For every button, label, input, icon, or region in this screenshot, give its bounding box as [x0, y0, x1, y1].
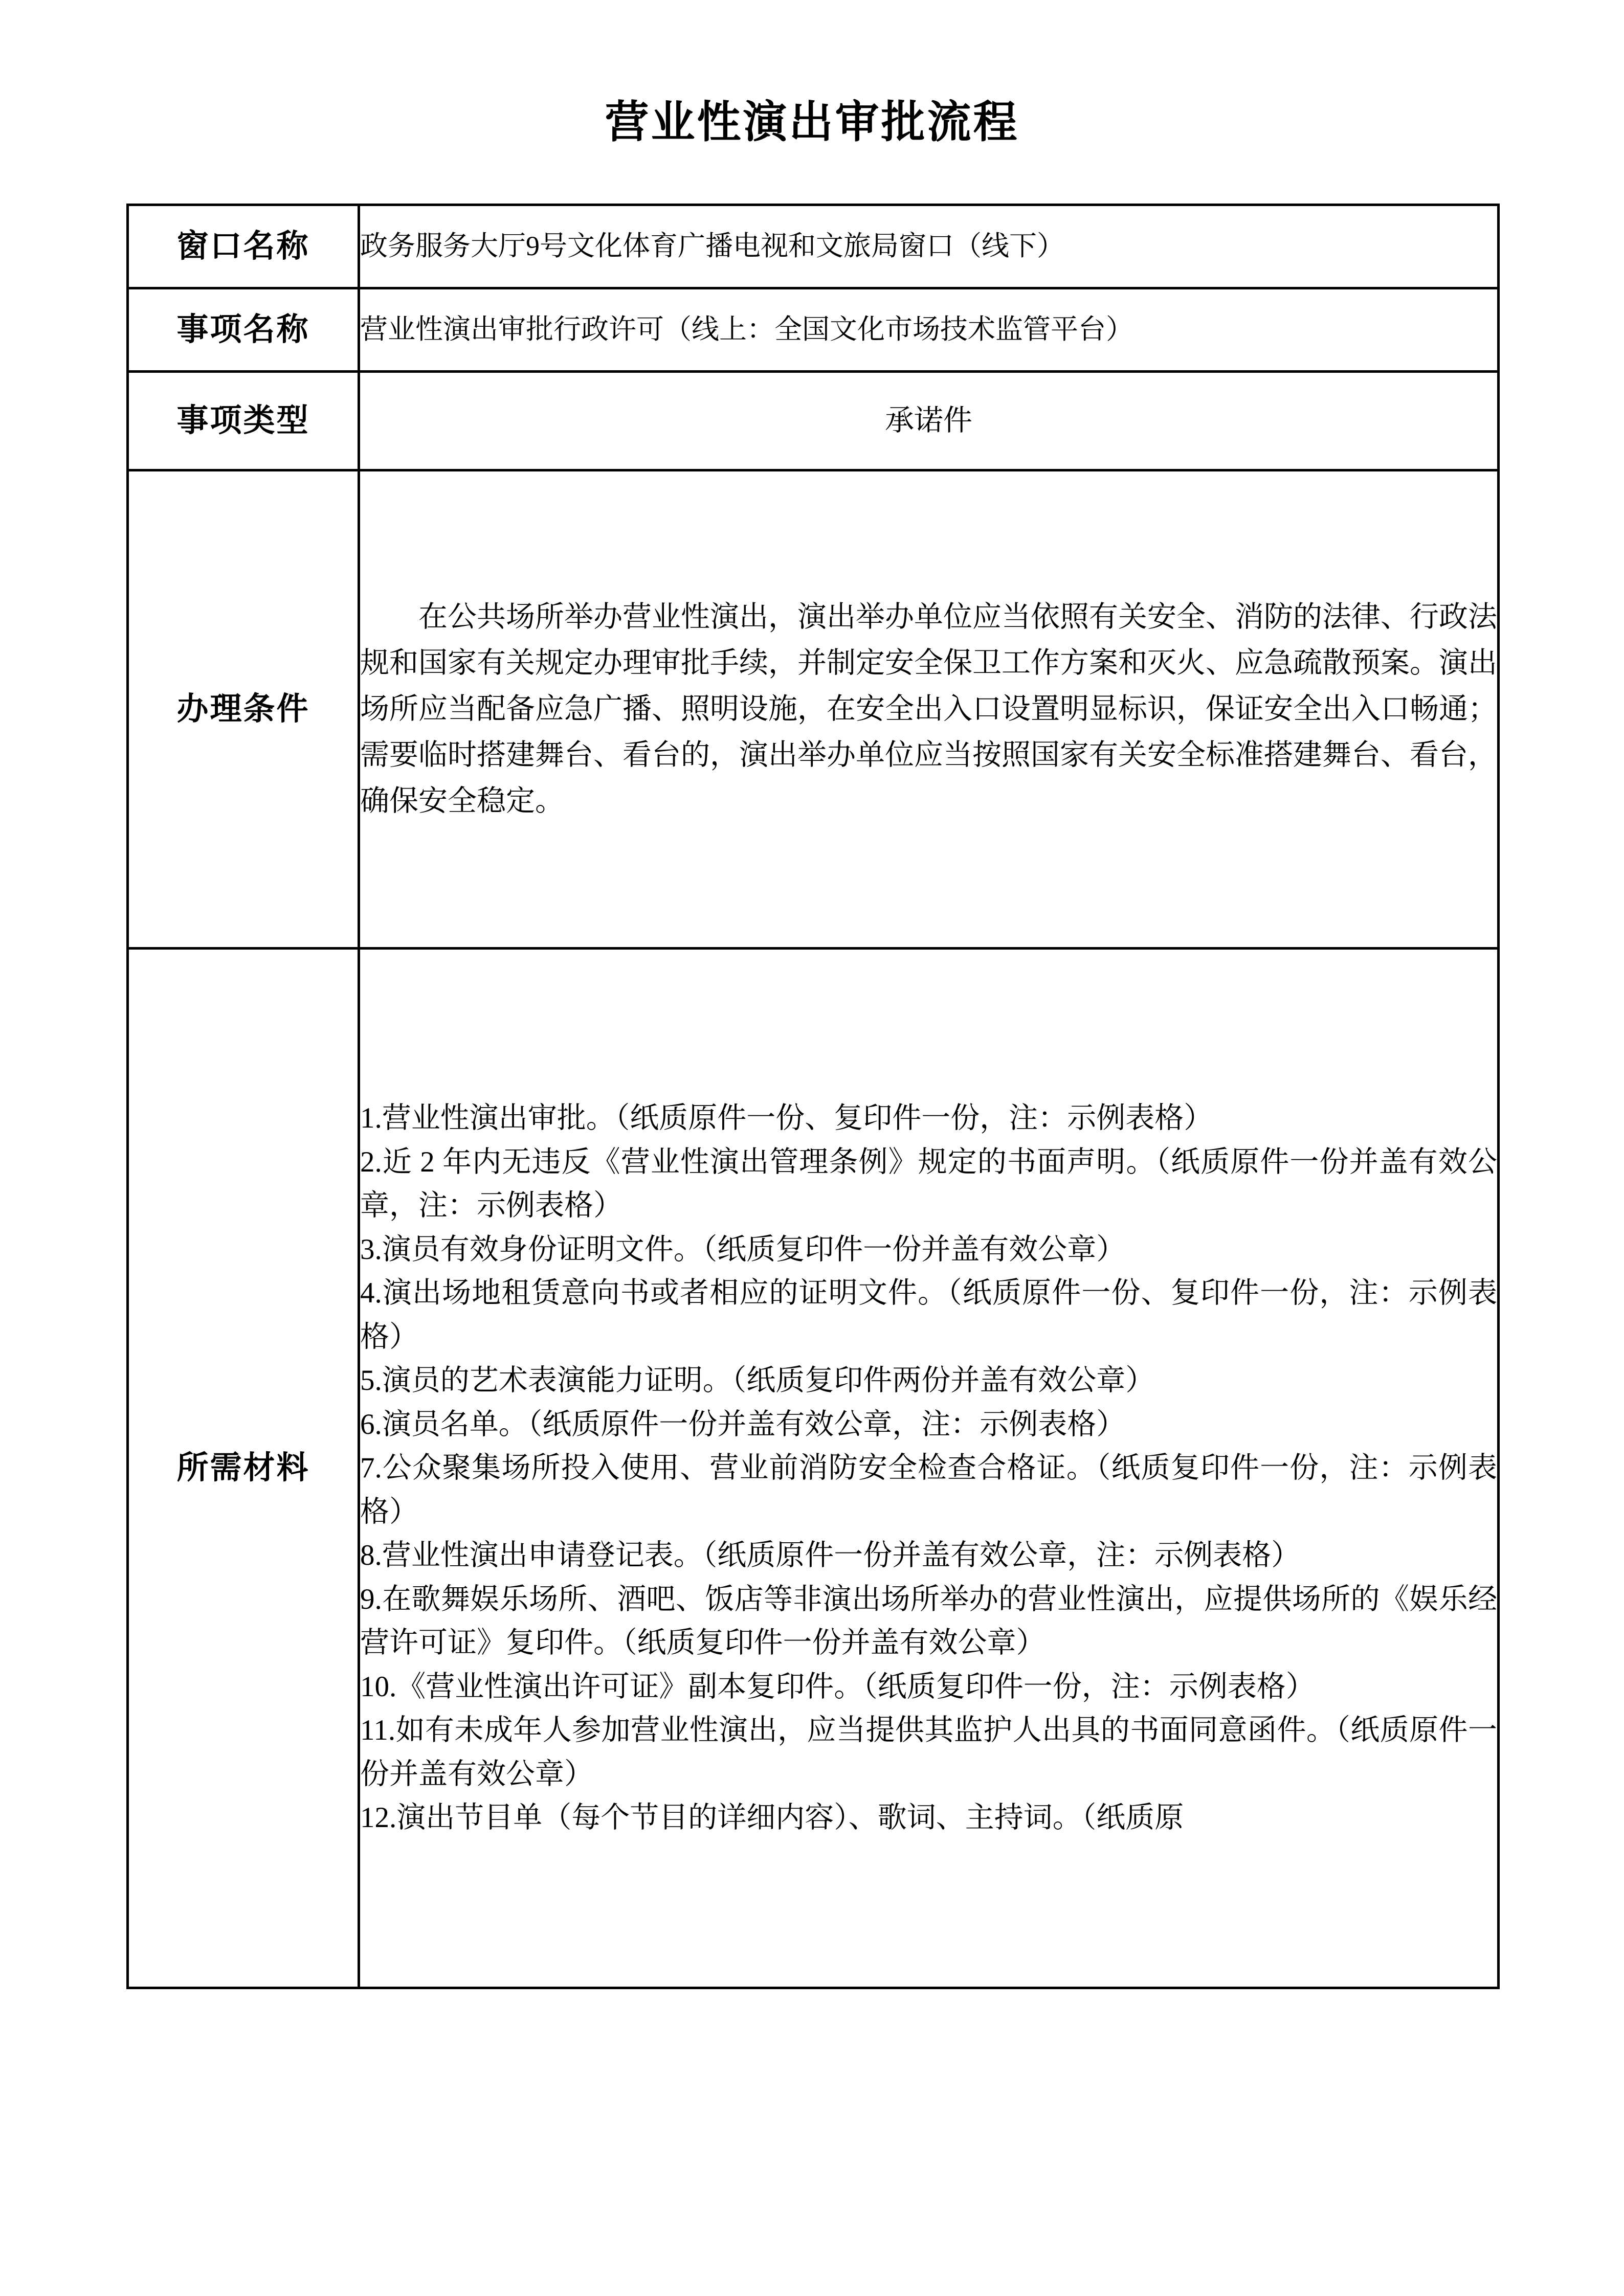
row-label-item-name: 事项名称 — [128, 288, 359, 372]
list-item: 10.《营业性演出许可证》副本复印件。（纸质复印件一份，注：示例表格） — [360, 1670, 1315, 1703]
approval-process-table — [126, 204, 1500, 1989]
list-item: 7.公众聚集场所投入使用、营业前消防安全检查合格证。（纸质复印件一份，注：示例表格） — [360, 1452, 1497, 1528]
list-item: 5.演员的艺术表演能力证明。（纸质复印件两份并盖有效公章） — [360, 1364, 1155, 1397]
materials-list — [360, 1096, 1497, 1840]
row-label-window-name: 窗口名称 — [128, 205, 359, 288]
page-title: 营业性演出审批流程 — [605, 98, 1019, 147]
row-label-item-type: 事项类型 — [128, 372, 359, 470]
row-value-conditions-cell — [359, 470, 1499, 949]
table-row — [128, 470, 1499, 949]
table-row — [128, 205, 1499, 288]
list-item: 12.演出节目单（每个节目的详细内容）、歌词、主持词。（纸质原 — [360, 1802, 1184, 1834]
table-row — [128, 288, 1499, 372]
list-item: 9.在歌舞娱乐场所、酒吧、饭店等非演出场所举办的营业性演出，应提供场所的《娱乐经营许可证》复印件。（纸质复印件一份并盖有效公章） — [360, 1583, 1497, 1659]
list-item: 11.如有未成年人参加营业性演出，应当提供其监护人出具的书面同意函件。（纸质原件一份并盖有效公章） — [360, 1714, 1497, 1790]
row-label-conditions: 办理条件 — [128, 470, 359, 949]
conditions-paragraph: 在公共场所举办营业性演出，演出举办单位应当依照有关安全、消防的法律、行政法规和国家有关规定办理审批手续，并制定安全保卫工作方案和灭火、应急疏散预案。演出场所应当配备应急广播、照明设施，在安全出入口设置明显标识，保证安全出入口畅通；需要临时搭建舞台、看台的，演出举办单位应当按照国家有关安全标准搭建舞台、看台，确保安全稳定。 — [360, 600, 1497, 818]
list-item: 6.演员名单。（纸质原件一份并盖有效公章，注：示例表格） — [360, 1408, 1126, 1440]
list-item: 1.营业性演出审批。（纸质原件一份、复印件一份，注：示例表格） — [360, 1102, 1213, 1135]
table-row — [128, 372, 1499, 470]
row-value-materials-cell — [359, 949, 1499, 1988]
table-row — [128, 949, 1499, 1988]
list-item: 4.演出场地租赁意向书或者相应的证明文件。（纸质原件一份、复印件一份，注：示例表格） — [360, 1277, 1497, 1353]
row-value-item-type: 承诺件 — [359, 372, 1499, 470]
list-item: 8.营业性演出申请登记表。（纸质原件一份并盖有效公章，注：示例表格） — [360, 1539, 1301, 1572]
list-item: 2.近 2 年内无违反《营业性演出管理条例》规定的书面声明。（纸质原件一份并盖有效公章，注：示例表格） — [360, 1145, 1497, 1222]
list-item: 3.演员有效身份证明文件。（纸质复印件一份并盖有效公章） — [360, 1233, 1126, 1266]
row-value-item-name: 营业性演出审批行政许可（线上：全国文化市场技术监管平台） — [359, 288, 1499, 372]
row-value-window-name: 政务服务大厅9号文化体育广播电视和文旅局窗口（线下） — [359, 205, 1499, 288]
row-label-materials: 所需材料 — [128, 949, 359, 1988]
